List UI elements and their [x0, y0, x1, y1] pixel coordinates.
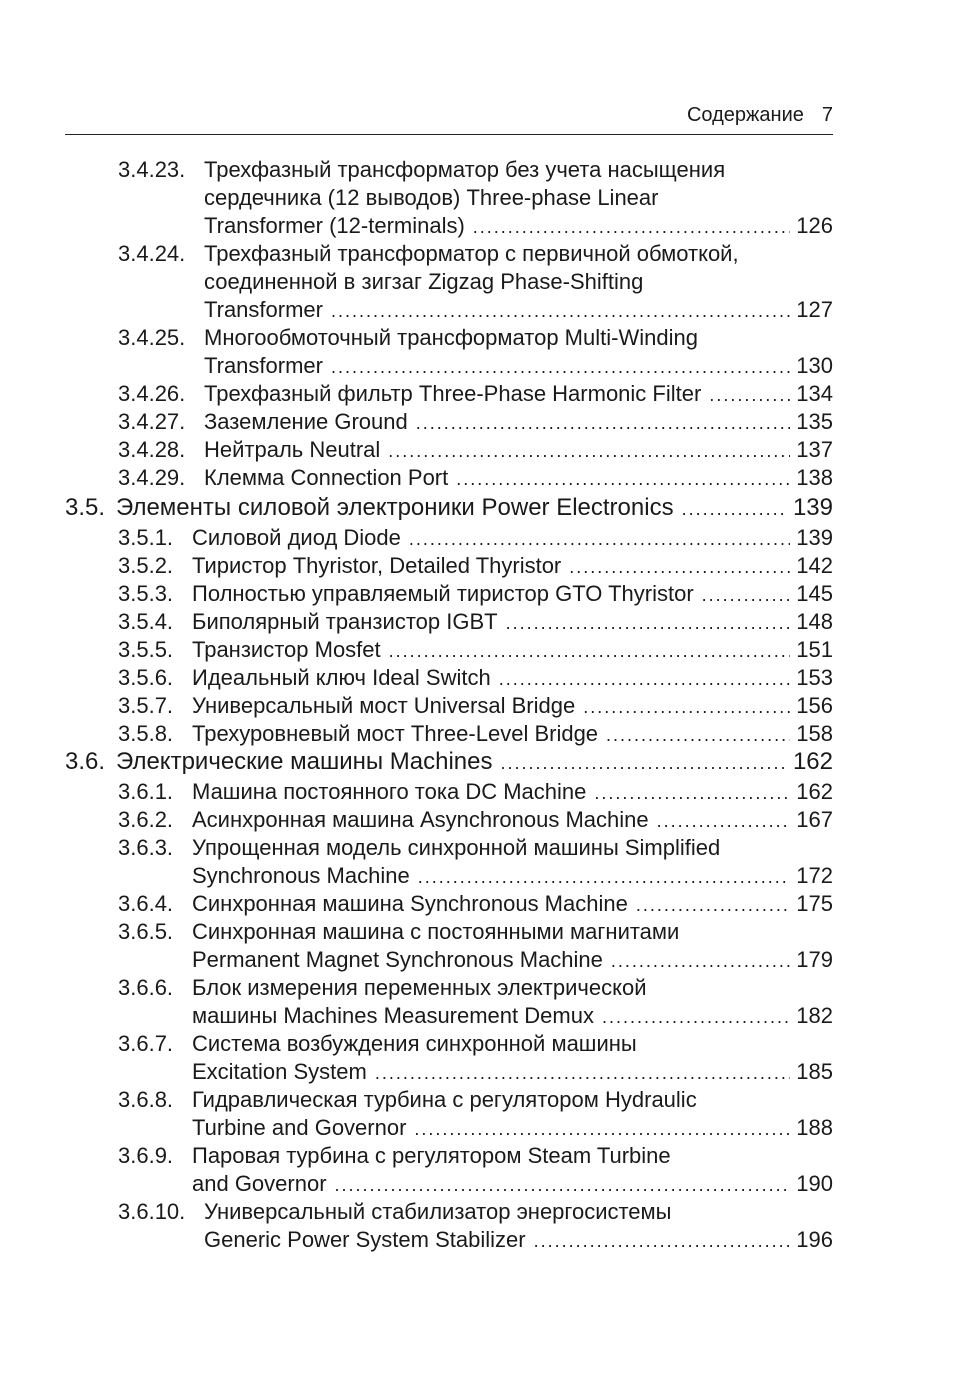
dot-leader	[702, 581, 791, 609]
toc-entry-number: 3.6.6.	[118, 975, 174, 1000]
toc-entry-page: 172	[796, 863, 833, 888]
toc-entry-page: 162	[792, 748, 833, 775]
toc-entry-number: 3.5.1.	[118, 525, 174, 550]
toc-entry-title-line: Электрические машины Machines	[116, 748, 493, 775]
toc-entry-title-line: Полностью управляемый тиристор GTO Thyristor	[192, 581, 694, 606]
toc-entry-page: 137	[796, 437, 833, 462]
toc-entry-title-line: Generic Power System Stabilizer	[204, 1227, 526, 1252]
toc-entry-page: 126	[796, 213, 833, 238]
toc-entry-page: 139	[796, 525, 833, 550]
toc-entry-page: 145	[796, 581, 833, 606]
toc-entry-title-line: Транзистор Mosfet	[192, 637, 381, 662]
toc-entry-title-line: Тиристор Thyristor, Detailed Thyristor	[192, 553, 562, 578]
dot-leader	[499, 665, 791, 693]
toc-entry-page: 196	[796, 1227, 833, 1252]
dot-leader	[409, 525, 790, 553]
toc-entry-page: 142	[796, 553, 833, 578]
toc-entry-page: 190	[796, 1171, 833, 1196]
dot-leader	[657, 807, 791, 835]
running-head	[687, 104, 833, 127]
toc-entry-title-line: Паровая турбина с регулятором Steam Turbine	[192, 1143, 671, 1168]
toc-entry-title-line: Transformer	[204, 353, 323, 378]
toc-entry-title-line: Transformer (12-terminals)	[204, 213, 465, 238]
dot-leader	[473, 213, 790, 241]
toc-entry-title-line: Excitation System	[192, 1059, 367, 1084]
toc-entry-title-line: Гидравлическая турбина с регулятором Hydraulic	[192, 1087, 697, 1112]
toc-entry-title-line: Трехфазный фильтр Three-Phase Harmonic Filter	[204, 381, 702, 406]
dot-leader	[414, 1115, 790, 1143]
toc-entry-number: 3.6.3.	[118, 835, 174, 860]
toc-entry-title-line: Трехфазный трансформатор без учета насыщения	[204, 157, 726, 182]
toc-entry-page: 175	[796, 891, 833, 916]
toc-entry-title-line: Нейтраль Neutral	[204, 437, 381, 462]
toc-entry-title-line: Идеальный ключ Ideal Switch	[192, 665, 491, 690]
toc-entry-title-line: Turbine and Governor	[192, 1115, 407, 1140]
toc-entry-number: 3.6.5.	[118, 919, 174, 944]
toc-entry-title-line: Клемма Connection Port	[204, 465, 449, 490]
toc-entry-page: 130	[796, 353, 833, 378]
toc-entry-number: 3.6.7.	[118, 1031, 174, 1056]
dot-leader	[456, 465, 790, 493]
toc-entry-page: 134	[796, 381, 833, 406]
dot-leader	[682, 495, 787, 523]
toc-entry-title-line: Универсальный мост Universal Bridge	[192, 693, 576, 718]
dot-leader	[331, 353, 790, 381]
dot-leader	[594, 779, 790, 807]
toc-entry-page: 188	[796, 1115, 833, 1140]
toc-entry-page: 182	[796, 1003, 833, 1028]
toc-entry-number: 3.4.25.	[118, 325, 186, 350]
dot-leader	[388, 437, 790, 465]
toc-entry-number: 3.6.8.	[118, 1087, 174, 1112]
toc-entry-number: 3.4.28.	[118, 437, 186, 462]
toc-entry-number: 3.6.	[65, 748, 106, 775]
toc-entry-page: 156	[796, 693, 833, 718]
dot-leader	[501, 749, 787, 777]
toc-entry-number: 3.6.4.	[118, 891, 174, 916]
toc-entry-title-line: Трехуровневый мост Three-Level Bridge	[192, 721, 599, 746]
toc-entry-number: 3.6.2.	[118, 807, 174, 832]
toc-entry-number: 3.5.3.	[118, 581, 174, 606]
dot-leader	[335, 1171, 791, 1199]
dot-leader	[583, 693, 790, 721]
dot-leader	[636, 891, 790, 919]
toc-entry-number: 3.4.27.	[118, 409, 186, 434]
toc-entry-number: 3.5.5.	[118, 637, 174, 662]
dot-leader	[602, 1003, 790, 1031]
toc-entry-title-line: Блок измерения переменных электрической	[192, 975, 647, 1000]
toc-entry-title-line: соединенной в зигзаг Zigzag Phase-Shifting	[204, 269, 644, 294]
dot-leader	[569, 553, 790, 581]
toc-entry-page: 135	[796, 409, 833, 434]
toc-entry-page: 162	[796, 779, 833, 804]
dot-leader	[389, 637, 791, 665]
toc-entry-title-line: Многообмоточный трансформатор Multi-Winding	[204, 325, 698, 350]
toc-entry-number: 3.4.29.	[118, 465, 186, 490]
toc-entry-page: 185	[796, 1059, 833, 1084]
toc-entry-title-line: Синхронная машина Synchronous Machine	[192, 891, 628, 916]
toc-entry-title-line: and Governor	[192, 1171, 327, 1196]
toc-entry-title-line: Силовой диод Diode	[192, 525, 401, 550]
toc-entry-page: 148	[796, 609, 833, 634]
toc-entry-title-line: Transformer	[204, 297, 323, 322]
toc-entry-number: 3.4.24.	[118, 241, 186, 266]
page-number: 7	[821, 104, 833, 126]
toc-entry-title-line: Трехфазный трансформатор с первичной обмоткой,	[204, 241, 739, 266]
toc-entry-number: 3.6.9.	[118, 1143, 174, 1168]
dot-leader	[709, 381, 790, 409]
dot-leader	[416, 409, 791, 437]
toc-entry-title-line: Биполярный транзистор IGBT	[192, 609, 498, 634]
toc-entry-title-line: сердечника (12 выводов) Three-phase Linear	[204, 185, 659, 210]
toc-entry-title-line: Система возбуждения синхронной машины	[192, 1031, 637, 1056]
toc-entry-number: 3.5.2.	[118, 553, 174, 578]
toc-entry-title-line: Элементы силовой электроники Power Electronics	[116, 494, 674, 521]
toc-entry-number: 3.6.10.	[118, 1199, 186, 1224]
toc-entry-number: 3.5.4.	[118, 609, 174, 634]
toc-entry-title-line: Машина постоянного тока DC Machine	[192, 779, 587, 804]
toc-entry-title-line: Заземление Ground	[204, 409, 408, 434]
toc-entry-page: 158	[796, 721, 833, 746]
toc-entry-number: 3.5.6.	[118, 665, 174, 690]
toc-entry-page: 127	[796, 297, 833, 322]
dot-leader	[331, 297, 790, 325]
toc-entry-title-line: Synchronous Machine	[192, 863, 410, 888]
toc-entry-number: 3.5.7.	[118, 693, 174, 718]
toc-entry-page: 139	[792, 494, 833, 521]
toc-entry-page: 153	[796, 665, 833, 690]
running-head-title: Содержание	[686, 104, 804, 126]
toc-entry-page: 138	[796, 465, 833, 490]
toc-entry-number: 3.5.	[65, 494, 106, 521]
toc-entry-title-line: Универсальный стабилизатор энергосистемы	[204, 1199, 672, 1224]
dot-leader	[418, 863, 791, 891]
toc-entry-page: 151	[796, 637, 833, 662]
toc-entry-number: 3.4.23.	[118, 157, 186, 182]
dot-leader	[611, 947, 790, 975]
toc-entry-number: 3.5.8.	[118, 721, 174, 746]
toc-entry-title-line: Упрощенная модель синхронной машины Simplified	[192, 835, 721, 860]
dot-leader	[534, 1227, 791, 1255]
dot-leader	[375, 1059, 790, 1087]
toc-entry-title-line: машины Machines Measurement Demux	[192, 1003, 594, 1028]
toc-entry-title-line: Асинхронная машина Asynchronous Machine	[192, 807, 649, 832]
toc-entry-number: 3.4.26.	[118, 381, 186, 406]
toc-entry-title-line: Permanent Magnet Synchronous Machine	[192, 947, 603, 972]
dot-leader	[506, 609, 791, 637]
toc-entry-title-line: Синхронная машина с постоянными магнитами	[192, 919, 680, 944]
dot-leader	[606, 721, 790, 749]
page-header	[65, 98, 833, 135]
toc-entry-page: 167	[796, 807, 833, 832]
toc-entry-number: 3.6.1.	[118, 779, 174, 804]
toc-entry-page: 179	[796, 947, 833, 972]
